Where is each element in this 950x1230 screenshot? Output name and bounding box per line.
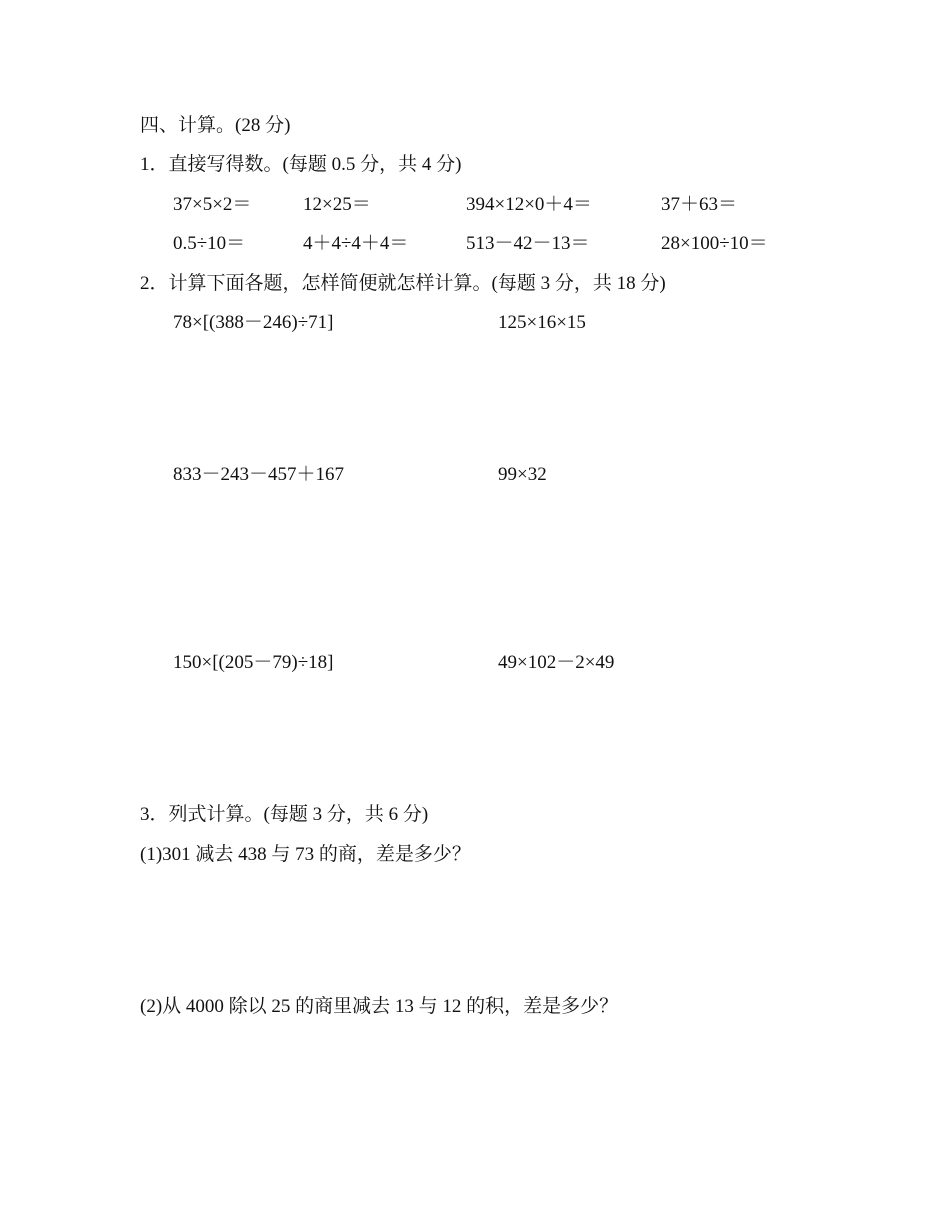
q1-heading: 1．直接写得数。(每题 0.5 分，共 4 分)	[140, 154, 462, 175]
q1-item: 12×25＝	[303, 194, 371, 215]
q2-heading: 2．计算下面各题，怎样简便就怎样计算。(每题 3 分，共 18 分)	[140, 273, 666, 294]
q2-item: 125×16×15	[498, 312, 586, 333]
q1-item: 513－42－13＝	[466, 233, 590, 254]
q2-item: 150×[(205－79)÷18]	[173, 652, 334, 673]
q1-item: 28×100÷10＝	[661, 233, 768, 254]
q2-item: 78×[(388－246)÷71]	[173, 312, 334, 333]
q3-problem-1: (1)301 减去 438 与 73 的商，差是多少？	[140, 844, 471, 865]
q2-item: 99×32	[498, 464, 547, 485]
q3-problem-2: (2)从 4000 除以 25 的商里减去 13 与 12 的积，差是多少？	[140, 996, 619, 1017]
q2-item: 833－243－457＋167	[173, 464, 345, 485]
section-title: 四、计算。(28 分)	[140, 115, 291, 136]
q1-item: 394×12×0＋4＝	[466, 194, 592, 215]
q1-item: 4＋4÷4＋4＝	[303, 233, 409, 254]
q1-item: 37×5×2＝	[173, 194, 252, 215]
q1-item: 37＋63＝	[661, 194, 738, 215]
q2-item: 49×102－2×49	[498, 652, 615, 673]
q1-item: 0.5÷10＝	[173, 233, 246, 254]
q3-heading: 3．列式计算。(每题 3 分，共 6 分)	[140, 804, 429, 825]
